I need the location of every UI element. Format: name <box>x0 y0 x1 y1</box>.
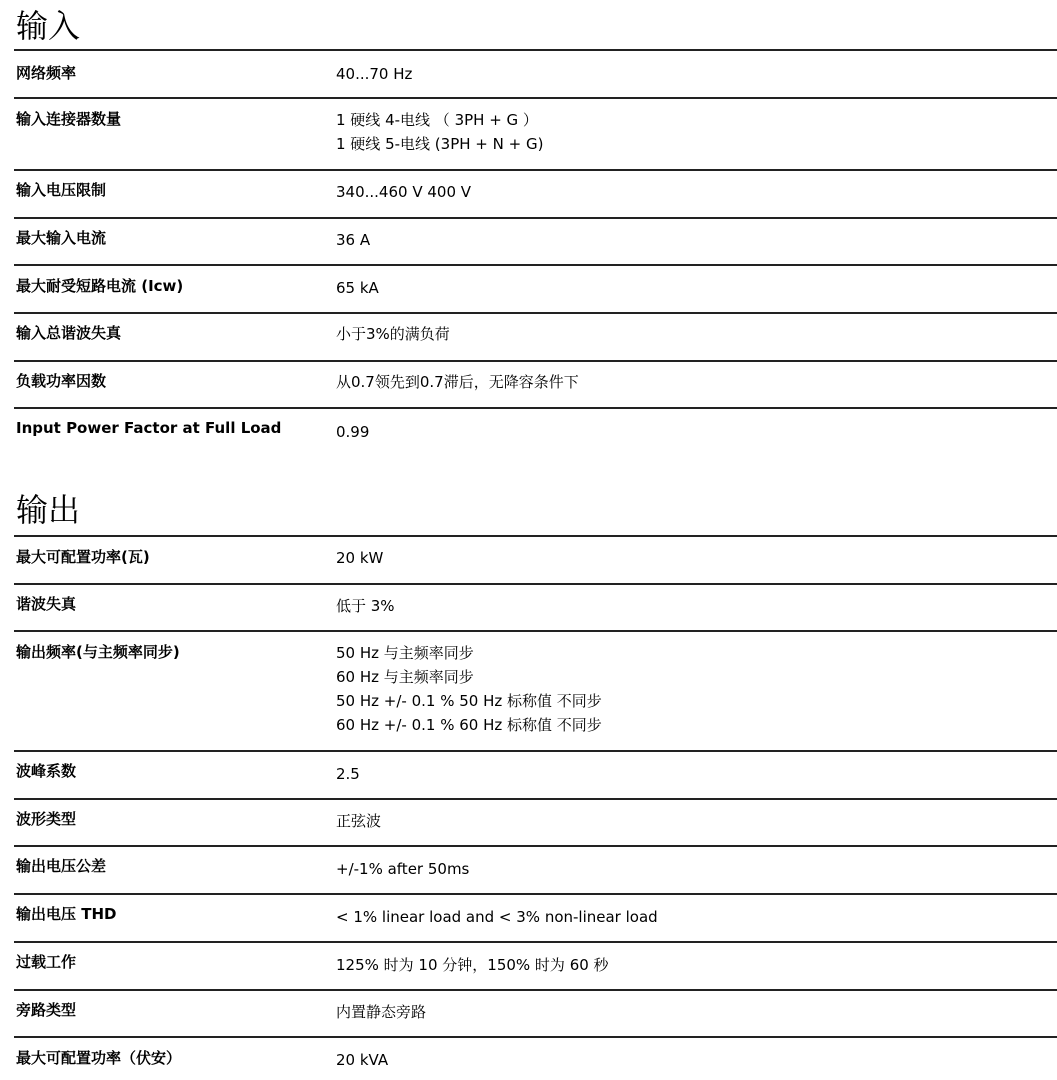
spec-value-line: 20 kVA <box>336 1051 389 1069</box>
spec-value-line: 36 A <box>336 231 371 249</box>
spec-value <box>336 180 471 204</box>
spec-value-line: 60 Hz +/- 0.1 % 60 Hz 标称值 不同步 <box>336 716 602 734</box>
spec-value <box>336 809 381 833</box>
spec-value <box>336 857 469 881</box>
row-divider <box>14 893 1057 895</box>
spec-label: 网络频率 <box>16 64 77 82</box>
spec-value-line: 340...460 V 400 V <box>336 183 472 201</box>
spec-label: 过载工作 <box>16 953 77 971</box>
spec-value-line: +/-1% after 50ms <box>336 860 470 878</box>
spec-value-line: 低于 3% <box>336 597 395 615</box>
spec-value-line: 65 kA <box>336 279 379 297</box>
row-divider <box>14 630 1057 632</box>
spec-value-line: 1 硬线 5-电线 (3PH + N + G) <box>336 135 544 153</box>
row-divider <box>14 750 1057 752</box>
row-divider <box>14 1036 1057 1038</box>
spec-value <box>336 546 383 570</box>
spec-value <box>336 762 360 786</box>
row-divider <box>14 97 1057 99</box>
spec-label: 输入电压限制 <box>16 181 107 199</box>
row-divider <box>14 360 1057 362</box>
spec-value-line: < 1% linear load and < 3% non-linear load <box>336 908 658 926</box>
section-rule-output <box>14 535 1057 537</box>
spec-label: Input Power Factor at Full Load <box>16 419 282 437</box>
spec-value <box>336 276 379 300</box>
row-divider <box>14 264 1057 266</box>
row-divider <box>14 798 1057 800</box>
spec-label: 最大耐受短路电流 (Icw) <box>16 277 184 295</box>
row-divider <box>14 407 1057 409</box>
spec-value-line: 0.99 <box>336 423 370 441</box>
spec-value-line: 50 Hz +/- 0.1 % 50 Hz 标称值 不同步 <box>336 692 602 710</box>
spec-value-line: 2.5 <box>336 765 360 783</box>
spec-value-line: 40...70 Hz <box>336 65 413 83</box>
section-title-output: 输出 <box>16 491 81 529</box>
spec-value <box>336 594 395 618</box>
section-rule-input <box>14 49 1057 51</box>
spec-value <box>336 420 369 444</box>
row-divider <box>14 583 1057 585</box>
spec-value <box>336 905 658 929</box>
row-divider <box>14 169 1057 171</box>
row-divider <box>14 217 1057 219</box>
spec-value <box>336 370 579 394</box>
row-divider <box>14 989 1057 991</box>
spec-value-line: 20 kW <box>336 549 384 567</box>
spec-label: 旁路类型 <box>16 1001 77 1019</box>
row-divider <box>14 312 1057 314</box>
spec-label: 谐波失真 <box>16 595 77 613</box>
spec-label: 波峰系数 <box>16 762 77 780</box>
spec-label: 最大输入电流 <box>16 229 107 247</box>
section-title-input: 输入 <box>16 7 81 45</box>
spec-label: 负载功率因数 <box>16 372 107 390</box>
row-divider <box>14 845 1057 847</box>
spec-label: 输入总谐波失真 <box>16 324 122 342</box>
spec-value <box>336 322 450 346</box>
spec-value-line: 125% 时为 10 分钟，150% 时为 60 秒 <box>336 956 609 974</box>
spec-value <box>336 228 370 252</box>
spec-value-line: 50 Hz 与主频率同步 <box>336 644 474 662</box>
row-divider <box>14 941 1057 943</box>
spec-value <box>336 1048 388 1072</box>
spec-value <box>336 1000 426 1024</box>
spec-value-line: 内置静态旁路 <box>336 1003 427 1021</box>
spec-value <box>336 953 609 977</box>
spec-value <box>336 108 543 156</box>
spec-label: 波形类型 <box>16 810 77 828</box>
spec-value-line: 从0.7领先到0.7滞后，无降容条件下 <box>336 373 579 391</box>
spec-label: 输出电压公差 <box>16 857 107 875</box>
spec-value <box>336 62 412 86</box>
spec-label: 最大可配置功率(瓦) <box>16 548 150 566</box>
spec-value <box>336 641 602 737</box>
spec-label: 输出频率(与主频率同步) <box>16 643 180 661</box>
spec-value-line: 小于3%的满负荷 <box>336 325 450 343</box>
spec-label: 输出电压 THD <box>16 905 117 923</box>
spec-label: 输入连接器数量 <box>16 110 122 128</box>
spec-value-line: 60 Hz 与主频率同步 <box>336 668 474 686</box>
spec-label: 最大可配置功率（伏安） <box>16 1049 182 1067</box>
spec-value-line: 1 硬线 4-电线 （ 3PH + G ） <box>336 111 538 129</box>
spec-value-line: 正弦波 <box>336 812 382 830</box>
